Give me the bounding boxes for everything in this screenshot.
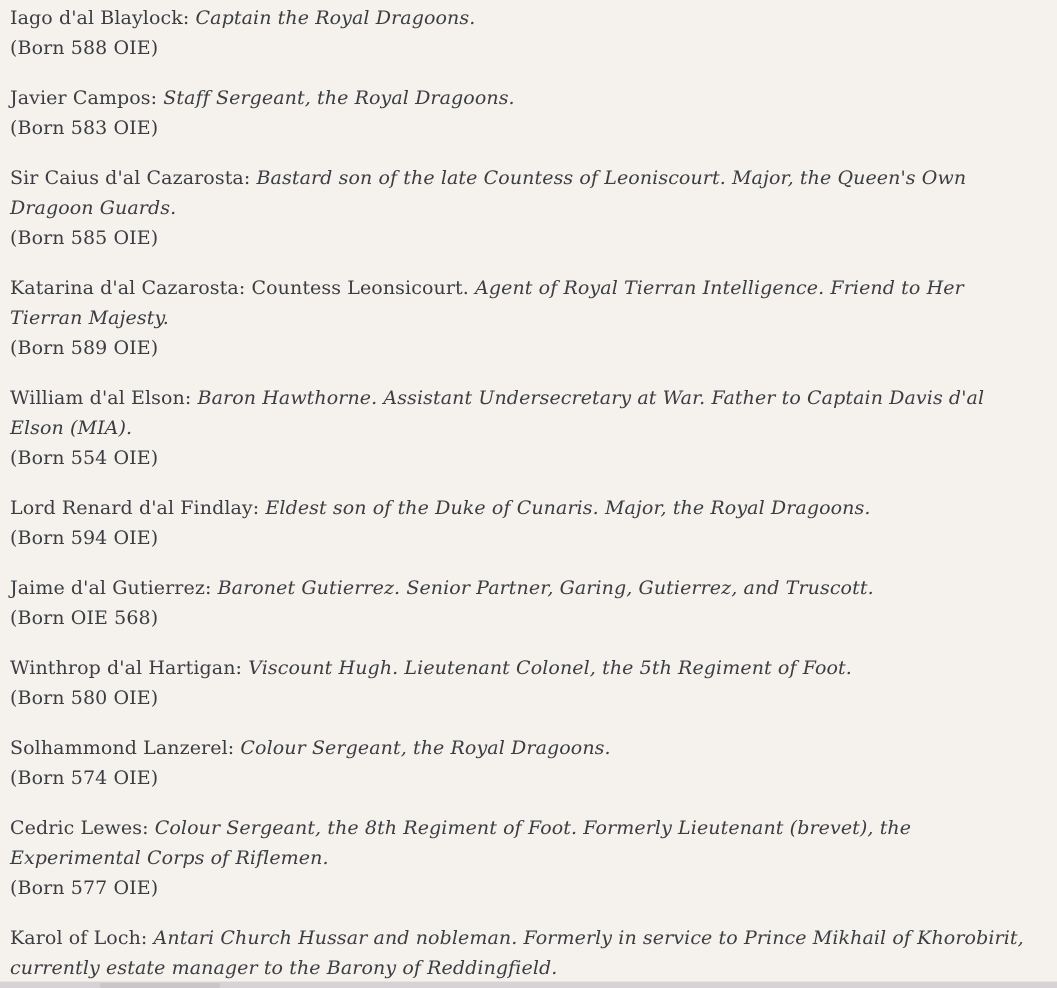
character-name: William d'al Elson: bbox=[10, 387, 192, 409]
character-entry bbox=[10, 493, 1041, 553]
horizontal-scrollbar[interactable] bbox=[0, 981, 1057, 988]
character-born-year: (Born OIE 568) bbox=[10, 607, 159, 629]
character-entry bbox=[10, 653, 1041, 713]
character-name: Katarina d'al Cazarosta: bbox=[10, 277, 246, 299]
character-description-plain: Countess Leonsicourt. bbox=[251, 277, 469, 299]
scrollbar-thumb[interactable] bbox=[100, 983, 220, 988]
character-entry bbox=[10, 813, 1041, 903]
character-description-italic: Eldest son of the Duke of Cunaris. Major, the Royal Dragoons. bbox=[265, 497, 871, 519]
character-entry bbox=[10, 383, 1041, 473]
character-name: Cedric Lewes: bbox=[10, 817, 149, 839]
character-description-italic: Captain the Royal Dragoons. bbox=[195, 7, 476, 29]
character-born-year: (Born 574 OIE) bbox=[10, 767, 159, 789]
character-name: Winthrop d'al Hartigan: bbox=[10, 657, 243, 679]
character-name: Iago d'al Blaylock: bbox=[10, 7, 190, 29]
character-entry bbox=[10, 923, 1041, 983]
character-name: Sir Caius d'al Cazarosta: bbox=[10, 167, 251, 189]
character-entry bbox=[10, 3, 1041, 63]
character-entry bbox=[10, 733, 1041, 793]
character-name: Solhammond Lanzerel: bbox=[10, 737, 235, 759]
character-born-year: (Born 585 OIE) bbox=[10, 227, 159, 249]
character-description-italic: Viscount Hugh. Lieutenant Colonel, the 5th Regiment of Foot. bbox=[248, 657, 852, 679]
character-entry bbox=[10, 83, 1041, 143]
character-born-year: (Born 594 OIE) bbox=[10, 527, 159, 549]
character-name: Jaime d'al Gutierrez: bbox=[10, 577, 212, 599]
character-name: Javier Campos: bbox=[10, 87, 158, 109]
character-description-italic: Baron Hawthorne. Assistant Undersecretary at War. Father to Captain Davis d'al Elson (MIA). bbox=[10, 387, 985, 439]
character-name: Lord Renard d'al Findlay: bbox=[10, 497, 260, 519]
character-name: Karol of Loch: bbox=[10, 927, 148, 949]
character-description-italic: Colour Sergeant, the 8th Regiment of Foot. Formerly Lieutenant (brevet), the Experimental Corps of Riflemen. bbox=[10, 817, 912, 869]
character-description-italic: Antari Church Hussar and nobleman. Formerly in service to Prince Mikhail of Khorobirit, currently estate manager to the Barony of Reddingfield. bbox=[10, 927, 1024, 979]
character-born-year: (Born 589 OIE) bbox=[10, 337, 159, 359]
character-description-italic: Baronet Gutierrez. Senior Partner, Garing, Gutierrez, and Truscott. bbox=[217, 577, 874, 599]
character-born-year: (Born 580 OIE) bbox=[10, 687, 159, 709]
character-description-italic: Agent of Royal Tierran Intelligence. Friend to Her Tierran Majesty. bbox=[10, 277, 964, 329]
character-description-italic: Bastard son of the late Countess of Leoniscourt. Major, the Queen's Own Dragoon Guards. bbox=[10, 167, 967, 219]
character-born-year: (Born 554 OIE) bbox=[10, 447, 159, 469]
character-description-italic: Colour Sergeant, the Royal Dragoons. bbox=[240, 737, 611, 759]
character-entry bbox=[10, 573, 1041, 633]
character-entry bbox=[10, 273, 1041, 363]
character-born-year: (Born 588 OIE) bbox=[10, 37, 159, 59]
character-born-year: (Born 577 OIE) bbox=[10, 877, 159, 899]
character-born-year: (Born 583 OIE) bbox=[10, 117, 159, 139]
character-description-italic: Staff Sergeant, the Royal Dragoons. bbox=[163, 87, 515, 109]
character-entry bbox=[10, 163, 1041, 253]
